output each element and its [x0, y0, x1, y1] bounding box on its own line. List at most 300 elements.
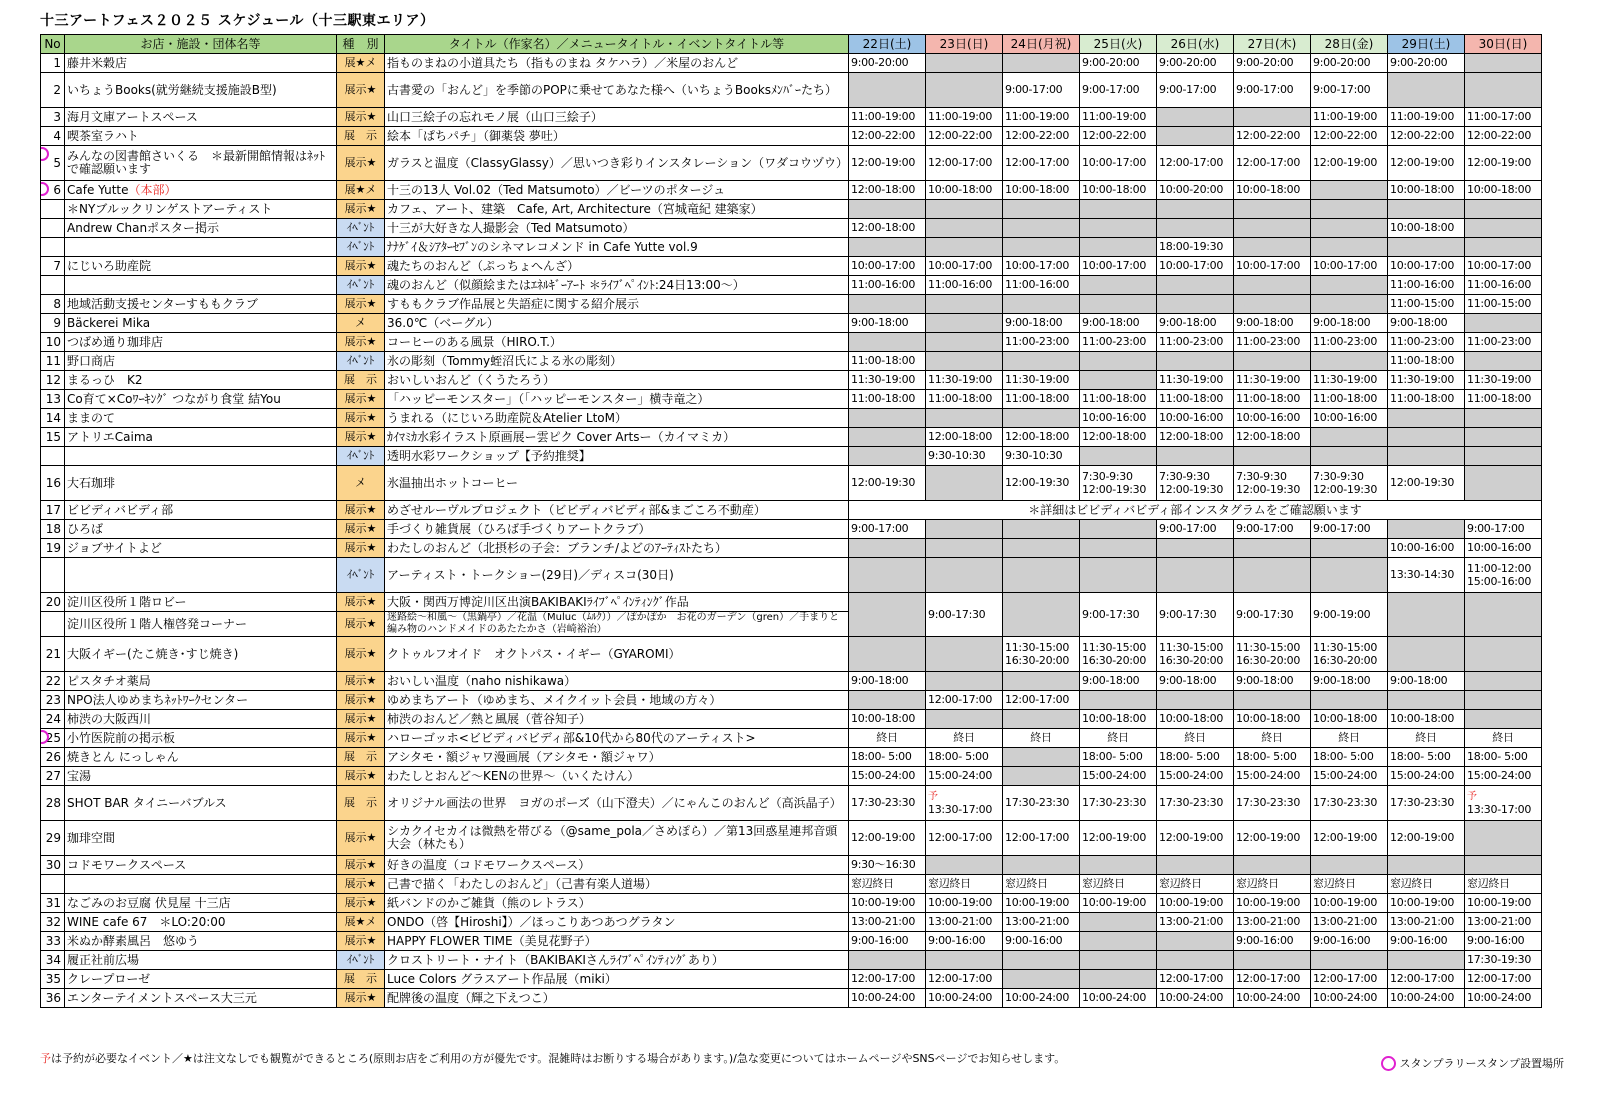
table-row [41, 447, 1542, 466]
shop-name-text: コドモワークスペース [67, 857, 187, 872]
shop-name [65, 466, 337, 501]
time-cell: 9:00-18:00 [1311, 672, 1388, 691]
time-cell [1003, 295, 1080, 314]
time-cell: 15:00-24:00 [849, 767, 926, 786]
event-title: 己書で描く「わたしのおんど」（己書有楽人道場） [385, 875, 849, 894]
event-type: ｲﾍﾞﾝﾄ [337, 558, 385, 593]
time-cell: 18:00- 5:00 [1388, 748, 1465, 767]
event-type: 展 示 [337, 970, 385, 989]
time-cell: 9:00-20:00 [1234, 54, 1311, 73]
time-cell: 11:00-16:00 [926, 276, 1003, 295]
header-day: 28日(金) [1311, 35, 1388, 54]
time-cell: 11:00-18:00 [849, 352, 926, 371]
time-cell [1003, 200, 1080, 219]
time-cell: 10:00-19:00 [926, 894, 1003, 913]
row-number-text: 2 [53, 83, 61, 97]
time-cell [1003, 748, 1080, 767]
table-row [41, 127, 1542, 146]
shop-name [65, 428, 337, 447]
event-title: ｶｲﾏﾐｶ水彩イラスト原画展ー雲ピク Cover Artsー（カイマミカ） [385, 428, 849, 447]
event-title: ONDO（啓【Hiroshi】）／ほっこりあつあつグラタン [385, 913, 849, 932]
time-cell [926, 219, 1003, 238]
stamp-legend-label: スタンプラリースタンプ設置場所 [1399, 1057, 1564, 1070]
shop-name-text: アトリエCaima [67, 429, 153, 444]
time-cell: 11:00-12:00 15:00-16:00 [1465, 558, 1542, 593]
header-day: 23日(日) [926, 35, 1003, 54]
time-cell: 12:00-19:30 [1003, 466, 1080, 501]
time-cell [1388, 593, 1465, 637]
row-number-text: 16 [45, 476, 61, 490]
shop-name [65, 238, 337, 257]
row-number [41, 447, 65, 466]
shop-name [65, 637, 337, 672]
time-cell: 13:00-21:00 [1465, 913, 1542, 932]
event-type: 展示★ [337, 593, 385, 612]
table-row [41, 181, 1542, 200]
time-cell: 17:30-23:30 [1157, 786, 1234, 821]
time-cell: 13:00-21:00 [1003, 913, 1080, 932]
event-title: オリジナル画法の世界 ヨガのポーズ（山下澄夫）／にゃんこのおんど（高浜晶子） [385, 786, 849, 821]
row-number-text: 34 [45, 953, 61, 967]
event-title: カフェ、アート、建築 Cafe, Art, Architecture（宮城竜紀 建築家） [385, 200, 849, 219]
time-cell: 12:00-17:00 [926, 970, 1003, 989]
time-cell: 10:00-18:00 [1388, 710, 1465, 729]
shop-name [65, 913, 337, 932]
time-cell: 9:30-10:30 [1003, 447, 1080, 466]
time-cell: 18:00- 5:00 [1311, 748, 1388, 767]
time-cell: 12:00-22:00 [1311, 127, 1388, 146]
time-cell [1080, 295, 1157, 314]
time-cell [1388, 520, 1465, 539]
time-cell: 12:00-22:00 [1080, 127, 1157, 146]
time-cell [849, 200, 926, 219]
shop-name [65, 821, 337, 856]
table-row [41, 539, 1542, 558]
time-cell [1465, 54, 1542, 73]
time-cell: 11:00-18:00 [1311, 390, 1388, 409]
time-cell: 11:00-19:00 [1080, 108, 1157, 127]
time-cell [1234, 276, 1311, 295]
shop-name [65, 219, 337, 238]
time-cell: 10:00-17:00 [926, 257, 1003, 276]
row-number [41, 501, 65, 520]
time-cell: 12:00-19:00 [1388, 146, 1465, 181]
event-type: 展示★ [337, 295, 385, 314]
event-title: うまれる（にじいろ助産院＆Atelier LtoM） [385, 409, 849, 428]
row-number [41, 729, 65, 748]
shop-name [65, 970, 337, 989]
time-cell [926, 786, 1003, 821]
shop-name [65, 352, 337, 371]
time-cell: 終日 [849, 729, 926, 748]
time-cell [1157, 539, 1234, 558]
time-cell [1080, 558, 1157, 593]
time-cell: 10:00-24:00 [1311, 989, 1388, 1008]
time-cell: 9:30-10:30 [926, 447, 1003, 466]
time-cell [849, 295, 926, 314]
time-cell [1465, 409, 1542, 428]
shop-name [65, 672, 337, 691]
time-cell: 12:00-22:00 [926, 127, 1003, 146]
table-row [41, 913, 1542, 932]
time-cell: 12:00-19:00 [849, 821, 926, 856]
time-cell: 11:00-16:00 [1388, 276, 1465, 295]
time-cell: 9:00-18:00 [1234, 314, 1311, 333]
shop-name-text: 柿渋の大阪西川 [67, 711, 152, 726]
shop-name [65, 767, 337, 786]
time-cell [1234, 238, 1311, 257]
time-cell: 9:00-17:00 [1465, 520, 1542, 539]
event-title: 36.0℃（ベーグル） [385, 314, 849, 333]
time-cell: 10:00-19:00 [1388, 894, 1465, 913]
row-number [41, 821, 65, 856]
time-cell: 10:00-24:00 [926, 989, 1003, 1008]
table-row [41, 875, 1542, 894]
time-cell: 9:00-18:00 [1388, 672, 1465, 691]
row-number-text: 26 [45, 750, 61, 764]
time-cell: 12:00-17:00 [1157, 970, 1234, 989]
time-cell [926, 520, 1003, 539]
row-number [41, 181, 65, 200]
time-cell [1388, 73, 1465, 108]
row-number [41, 539, 65, 558]
time-cell [1465, 691, 1542, 710]
time-cell: 窓辺終日 [926, 875, 1003, 894]
row-number-text: 1 [53, 56, 61, 70]
stamp-legend [1381, 1055, 1564, 1071]
shop-name-text: WINE cafe 67 ＊LO:20:00 [67, 914, 226, 929]
time-cell [1080, 219, 1157, 238]
time-cell [1157, 276, 1234, 295]
time-cell: 15:00-24:00 [1080, 767, 1157, 786]
table-row [41, 333, 1542, 352]
row-number [41, 637, 65, 672]
row-number-text: 12 [45, 373, 61, 387]
time-cell: 15:00-24:00 [1234, 767, 1311, 786]
shop-name-text: SHOT BAR タイニーバブルス [67, 795, 227, 810]
time-cell: 窓辺終日 [1465, 875, 1542, 894]
time-cell: 12:00-17:00 [926, 821, 1003, 856]
time-cell [926, 409, 1003, 428]
time-cell: 10:00-17:00 [1157, 257, 1234, 276]
time-cell: 18:00- 5:00 [849, 748, 926, 767]
table-row [41, 295, 1542, 314]
event-type: 展示★ [337, 73, 385, 108]
time-cell [849, 409, 926, 428]
time-cell: 10:00-19:00 [849, 894, 926, 913]
event-title: HAPPY FLOWER TIME（美見花野子） [385, 932, 849, 951]
event-title: すももクラブ作品展と失語症に関する紹介展示 [385, 295, 849, 314]
row-number-text: 14 [45, 411, 61, 425]
event-type: ｲﾍﾞﾝﾄ [337, 951, 385, 970]
event-type: 展示★ [337, 729, 385, 748]
shop-name-text: NPO法人ゆめまちﾈｯﾄﾜｰｸセンター [67, 692, 249, 707]
time-cell [1080, 932, 1157, 951]
time-cell [1465, 428, 1542, 447]
time-cell [1003, 558, 1080, 593]
time-cell: 12:00-19:00 [1388, 821, 1465, 856]
time-cell [1465, 73, 1542, 108]
time-cell: 11:00-23:00 [1388, 333, 1465, 352]
schedule-table [40, 34, 1542, 1008]
row-number-text: 6 [53, 183, 61, 197]
time-cell: 9:00-19:00 [1311, 593, 1388, 637]
time-cell [926, 672, 1003, 691]
event-type: 展示★ [337, 146, 385, 181]
time-cell: 9:00-18:00 [849, 314, 926, 333]
time-cell [1388, 200, 1465, 219]
row-number-text: 22 [45, 674, 61, 688]
time-cell [1157, 219, 1234, 238]
table-row [41, 390, 1542, 409]
time-cell [849, 593, 926, 637]
time-cell: 11:00-18:00 [1157, 390, 1234, 409]
stamp-circle-icon [41, 182, 50, 196]
event-type: 展示★ [337, 200, 385, 219]
table-row [41, 466, 1542, 501]
time-cell: 10:00-19:00 [1311, 894, 1388, 913]
time-cell: 17:30-23:30 [1388, 786, 1465, 821]
event-title: わたしとおんど～KENの世界～（いくたけん） [385, 767, 849, 786]
time-cell [926, 637, 1003, 672]
shop-name [65, 875, 337, 894]
time-cell: 11:00-18:00 [1465, 390, 1542, 409]
event-type: ｲﾍﾞﾝﾄ [337, 352, 385, 371]
time-cell: 13:00-21:00 [1157, 913, 1234, 932]
time-cell: 12:00-18:00 [1234, 428, 1311, 447]
shop-name [65, 520, 337, 539]
event-type: 展示★ [337, 894, 385, 913]
time-cell [1388, 637, 1465, 672]
time-cell: 10:00-16:00 [1311, 409, 1388, 428]
row-number [41, 54, 65, 73]
table-row [41, 520, 1542, 539]
event-type: ｲﾍﾞﾝﾄ [337, 219, 385, 238]
time-cell [1465, 786, 1542, 821]
time-cell [1311, 539, 1388, 558]
time-cell: 10:00-16:00 [1157, 409, 1234, 428]
time-cell [1234, 691, 1311, 710]
time-cell [1234, 951, 1311, 970]
row-number [41, 238, 65, 257]
row-number [41, 894, 65, 913]
time-cell: 9:00-18:00 [1080, 672, 1157, 691]
shop-name-text: 海月文庫アートスペース [67, 109, 198, 124]
time-cell: 11:30-19:00 [1157, 371, 1234, 390]
time-cell: 11:00-18:00 [926, 390, 1003, 409]
shop-name [65, 257, 337, 276]
time-cell: 終日 [1388, 729, 1465, 748]
table-row [41, 501, 1542, 520]
table-row [41, 856, 1542, 875]
time-cell: 10:00-16:00 [1465, 539, 1542, 558]
event-type: 展示★ [337, 520, 385, 539]
event-title: 柿渋のおんど／熱と風展（菅谷知子） [385, 710, 849, 729]
event-title: 山口三絵子の忘れモノ展（山口三絵子） [385, 108, 849, 127]
time-cell [1157, 691, 1234, 710]
event-type: メ [337, 314, 385, 333]
event-type: 展示★ [337, 989, 385, 1008]
time-cell: 12:00-17:00 [849, 970, 926, 989]
time-cell: 10:00-24:00 [1388, 989, 1465, 1008]
stamp-circle-icon [1381, 1056, 1396, 1071]
event-title: ゆめまちアート（ゆめまち、メイクイット会員・地域の方々） [385, 691, 849, 710]
shop-name [65, 390, 337, 409]
row-number-text: 23 [45, 693, 61, 707]
time-cell: 13:30-14:30 [1388, 558, 1465, 593]
time-cell: 9:00-20:00 [1157, 54, 1234, 73]
time-cell: 9:00-17:30 [1157, 593, 1234, 637]
time-cell: 11:00-19:00 [849, 108, 926, 127]
time-cell [849, 637, 926, 672]
row-number-text: 3 [53, 110, 61, 124]
time-cell [849, 447, 926, 466]
time-cell [1311, 181, 1388, 200]
time-cell: 7:30-9:30 12:00-19:30 [1157, 466, 1234, 501]
event-type: 展★メ [337, 181, 385, 200]
time-cell [1080, 970, 1157, 989]
row-number-text: 17 [45, 503, 61, 517]
time-cell [1003, 352, 1080, 371]
time-cell [1388, 428, 1465, 447]
time-cell [926, 856, 1003, 875]
time-cell: 12:00-17:00 [1003, 691, 1080, 710]
event-title: アシタモ・額ジャワ漫画展（アシタモ・額ジャワ） [385, 748, 849, 767]
row-number [41, 314, 65, 333]
time-cell: 11:00-18:00 [1234, 390, 1311, 409]
shop-name-text: Andrew Chanポスター掲示 [67, 220, 220, 235]
page-title: 十三アートフェス２０２５ スケジュール（十三駅東エリア） [40, 13, 435, 29]
event-title: 好きの温度（コドモワークスペース） [385, 856, 849, 875]
shop-name-text: 米ぬか酵素風呂 悠ゆう [67, 933, 200, 948]
time-cell [849, 428, 926, 447]
time-cell: 12:00-19:00 [1311, 821, 1388, 856]
table-row [41, 219, 1542, 238]
time-cell: 10:00-19:00 [1080, 894, 1157, 913]
time-cell: 終日 [1157, 729, 1234, 748]
time-cell: 11:30-19:00 [926, 371, 1003, 390]
time-cell: 10:00-17:00 [1080, 257, 1157, 276]
row-number [41, 257, 65, 276]
time-cell: 終日 [1311, 729, 1388, 748]
event-type: 展示★ [337, 856, 385, 875]
time-cell: 10:00-17:00 [1311, 257, 1388, 276]
shop-name [65, 447, 337, 466]
row-number [41, 875, 65, 894]
time-cell: 13:00-21:00 [1234, 913, 1311, 932]
time-cell [1157, 447, 1234, 466]
time-cell [1003, 593, 1080, 637]
time-cell [926, 238, 1003, 257]
table-row [41, 558, 1542, 593]
event-title: 氷の彫刻（Tommy蛭沼氏による氷の彫刻） [385, 352, 849, 371]
event-title: アーティスト・トークショー(29日)／ディスコ(30日) [385, 558, 849, 593]
time-cell: 窓辺終日 [1080, 875, 1157, 894]
event-type: 展示★ [337, 710, 385, 729]
time-cell [1311, 428, 1388, 447]
time-cell: 9:00-18:00 [1234, 672, 1311, 691]
time-cell: 11:30-15:00 16:30-20:00 [1157, 637, 1234, 672]
event-type: 展示★ [337, 672, 385, 691]
time-cell [1465, 447, 1542, 466]
time-cell: 13:00-21:00 [1388, 913, 1465, 932]
time-cell: 10:00-16:00 [1080, 409, 1157, 428]
time-cell [926, 314, 1003, 333]
header-day: 27日(木) [1234, 35, 1311, 54]
time-cell [926, 951, 1003, 970]
time-cell: 12:00-22:00 [1465, 127, 1542, 146]
time-cell: 12:00-17:00 [1234, 146, 1311, 181]
time-cell: 17:30-23:30 [849, 786, 926, 821]
shop-name-text: なごみのお豆腐 伏見屋 十三店 [67, 895, 231, 910]
event-title: 古書愛の「おんど」を季節のPOPに乗せてあなた様へ（いちょうBooksﾒﾝﾊﾞｰたち） [385, 73, 849, 108]
time-cell: 11:00-18:00 [1388, 352, 1465, 371]
time-cell: 9:00-18:00 [1157, 672, 1234, 691]
time-cell: 12:00-19:00 [1080, 821, 1157, 856]
table-row [41, 54, 1542, 73]
shop-name-text: Bäckerei Mika [67, 315, 151, 330]
time-cell: 17:30-23:30 [1080, 786, 1157, 821]
time-cell [1080, 913, 1157, 932]
table-row [41, 748, 1542, 767]
time-cell: 9:00-20:00 [1311, 54, 1388, 73]
footer-text: は予約が必要なイベント／★は注文なしでも観覧ができるところ(原則お店をご利用の方が優先です。混雑時はお断りする場合があります。)/急な変更についてはホームページやSNSページでお知らせします。 [51, 1052, 1066, 1065]
time-cell [1388, 447, 1465, 466]
event-title: 魂のおんど（似顔絵またはｴﾈﾙｷﾞｰｱｰﾄ ＊ﾗｲﾌﾞﾍﾟｲﾝﾄ:24日13:00〜） [385, 276, 849, 295]
header-type: 種 別 [337, 35, 385, 54]
time-cell: 13:00-21:00 [1311, 913, 1388, 932]
time-cell: 11:00-19:00 [1311, 108, 1388, 127]
time-cell: 9:00-16:00 [1311, 932, 1388, 951]
time-cell: 11:30-19:00 [1388, 371, 1465, 390]
table-row [41, 352, 1542, 371]
table-row [41, 314, 1542, 333]
time-cell [1311, 276, 1388, 295]
event-type: ｲﾍﾞﾝﾄ [337, 276, 385, 295]
table-row [41, 257, 1542, 276]
row-number-text: 10 [45, 335, 61, 349]
time-cell: 10:00-17:00 [849, 257, 926, 276]
shop-name-text: ジョブサイトよど [67, 540, 162, 555]
time-cell [926, 558, 1003, 593]
time-cell [926, 295, 1003, 314]
event-title: ハローゴッホ<ビビディバビディ部&10代から80代のアーティスト> [385, 729, 849, 748]
time-cell: 9:00-17:00 [1003, 73, 1080, 108]
row-number [41, 691, 65, 710]
time-cell [1157, 295, 1234, 314]
time-cell: 9:00-17:00 [1234, 520, 1311, 539]
time-cell: 10:00-20:00 [1157, 181, 1234, 200]
time-cell: 11:30-15:00 16:30-20:00 [1080, 637, 1157, 672]
row-number [41, 786, 65, 821]
time-cell: 9:00-20:00 [1388, 54, 1465, 73]
time-cell: 11:00-23:00 [1234, 333, 1311, 352]
row-number [41, 767, 65, 786]
time-cell [1311, 219, 1388, 238]
time-cell: 9:00-17:00 [1080, 73, 1157, 108]
shop-name-text: 淀川区役所１階人権啓発コーナー [67, 616, 248, 631]
event-type: 展示★ [337, 108, 385, 127]
event-type: 展示★ [337, 691, 385, 710]
table-row [41, 951, 1542, 970]
shop-name-text: クレープローゼ [67, 971, 151, 986]
time-cell: 10:00-24:00 [1157, 989, 1234, 1008]
header-day: 22日(土) [849, 35, 926, 54]
time-cell [1080, 951, 1157, 970]
event-title: Luce Colors グラスアート作品展（miki） [385, 970, 849, 989]
row-number [41, 466, 65, 501]
time-cell [1465, 821, 1542, 856]
